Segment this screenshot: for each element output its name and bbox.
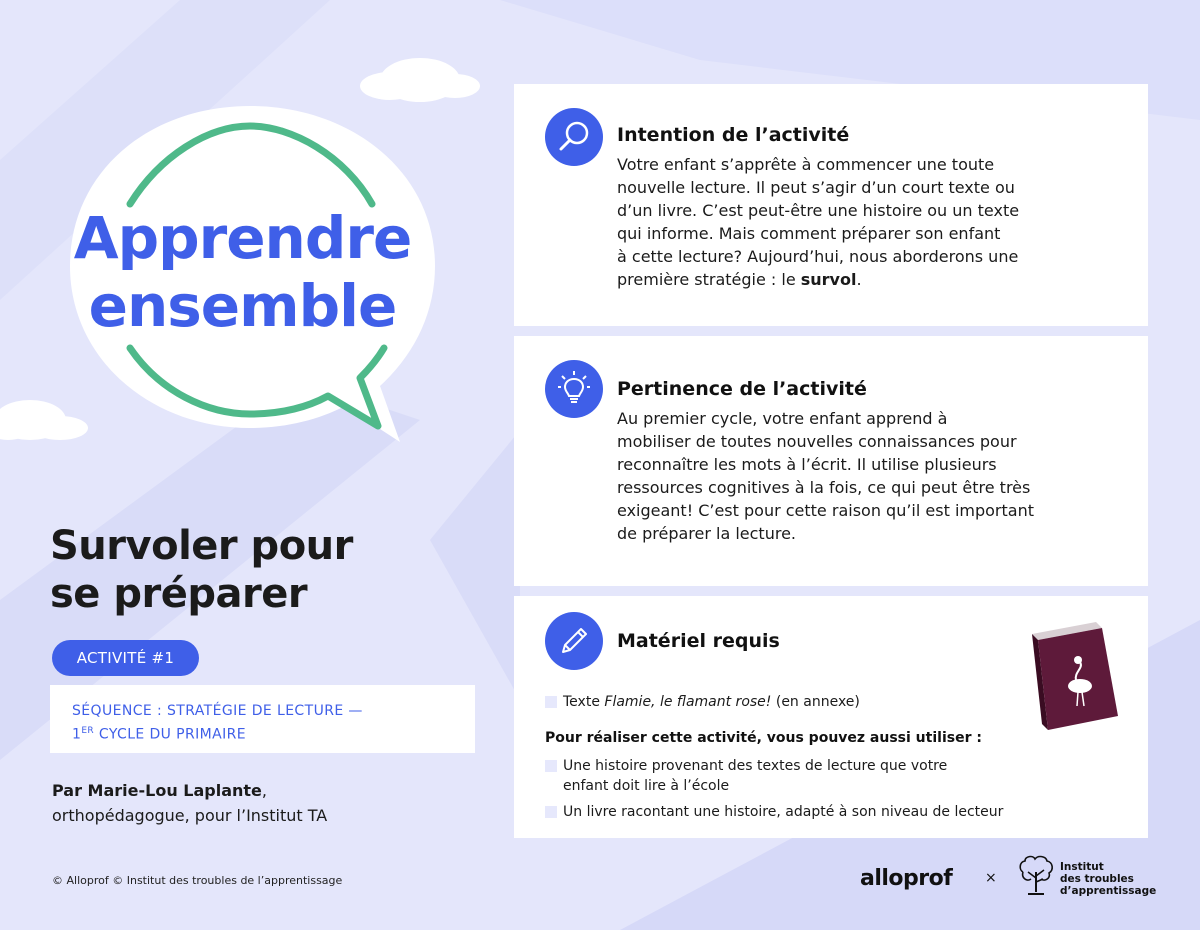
magnifier-icon [545,108,603,166]
checkbox[interactable] [545,760,557,772]
sequence-ordinal: 1 [72,726,82,743]
sequence-ordinal-sup: ER [81,726,95,736]
intention-line: Votre enfant s’apprête à commencer une toute [617,155,995,174]
institute-line-3: d’apprentissage [1060,885,1157,897]
institute-line-1: Institut [1060,861,1104,873]
item3-text: Un livre racontant une histoire, adapté à son niveau de lecteur [563,804,1004,820]
intention-line: d’un livre. C’est peut-être une histoire ou un texte [617,201,1020,220]
pertinence-line: reconnaître les mots à l’écrit. Il utilise plusieurs [617,455,997,474]
intention-body [617,153,1117,291]
bubble-title-line2: ensemble [88,272,397,340]
pertinence-card [514,336,1148,586]
pertinence-line: mobiliser de toutes nouvelles connaissances pour [617,432,1017,451]
intention-bold-word: survol [800,270,857,289]
materiel-item [545,756,1025,796]
author-comma: , [261,781,267,800]
activity-badge: ACTIVITÉ #1 [52,640,199,676]
copyright-notice: © Alloprof © Institut des troubles de l’apprentissage [52,874,343,887]
item1-suffix: (en annexe) [771,694,860,710]
pertinence-line: ressources cognitives à la fois, ce qui peut être très [617,478,1031,497]
author-credit [52,778,472,828]
sequence-line-2 [72,721,453,745]
sequence-line-2-rest: CYCLE DU PRIMAIRE [94,726,247,743]
alloprof-logo: alloprof [860,866,953,891]
intention-last-prefix: première stratégie : le [617,270,801,289]
intention-last-suffix: . [856,270,862,289]
author-role: orthopédagogue, pour l’Institut TA [52,806,328,825]
pertinence-line: de préparer la lecture. [617,524,796,543]
materiel-item [545,802,1025,822]
intention-line: à cette lecture? Aujourd’hui, nous aborderons une [617,247,1019,266]
item1-title: Flamie, le flamant rose! [604,694,772,710]
checkbox[interactable] [545,696,557,708]
sequence-box [50,685,475,753]
apprendre-ensemble-logo [60,96,460,456]
item2-line1: Une histoire provenant des textes de lecture que votre [563,758,948,774]
activity-title [50,522,470,618]
intention-line-last [617,268,1117,291]
title-line-1: Survoler pour [50,523,353,569]
author-name: Par Marie-Lou Laplante [52,781,262,800]
institute-line-2: des troubles [1060,873,1134,885]
intention-line: qui informe. Mais comment préparer son enfant [617,224,1001,243]
materiel-heading: Matériel requis [617,630,780,652]
brain-tree-icon [1013,852,1059,898]
bubble-title-line1: Apprendre [73,204,412,272]
checkbox[interactable] [545,806,557,818]
sequence-line-1: SÉQUENCE : STRATÉGIE DE LECTURE — [72,703,363,719]
lightbulb-icon [545,360,603,418]
pertinence-line: Au premier cycle, votre enfant apprend à [617,409,948,428]
materiel-item [545,692,1025,712]
title-line-2: se préparer [50,571,308,617]
item2-line2: enfant doit lire à l’école [563,778,730,794]
pertinence-body [617,407,1117,545]
pertinence-line: exigeant! C’est pour cette raison qu’il est important [617,501,1034,520]
pencil-icon [545,612,603,670]
intention-line: nouvelle lecture. Il peut s’agir d’un court texte ou [617,178,1015,197]
item1-prefix: Texte [563,694,605,710]
intention-heading: Intention de l’activité [617,124,850,146]
institute-logo-text [1060,861,1156,897]
materiel-subheading: Pour réaliser cette activité, vous pouvez aussi utiliser : [545,730,982,746]
intention-card [514,84,1148,326]
flamingo-book-icon [1028,620,1120,732]
pertinence-heading: Pertinence de l’activité [617,378,867,400]
logo-separator: × [985,870,997,886]
